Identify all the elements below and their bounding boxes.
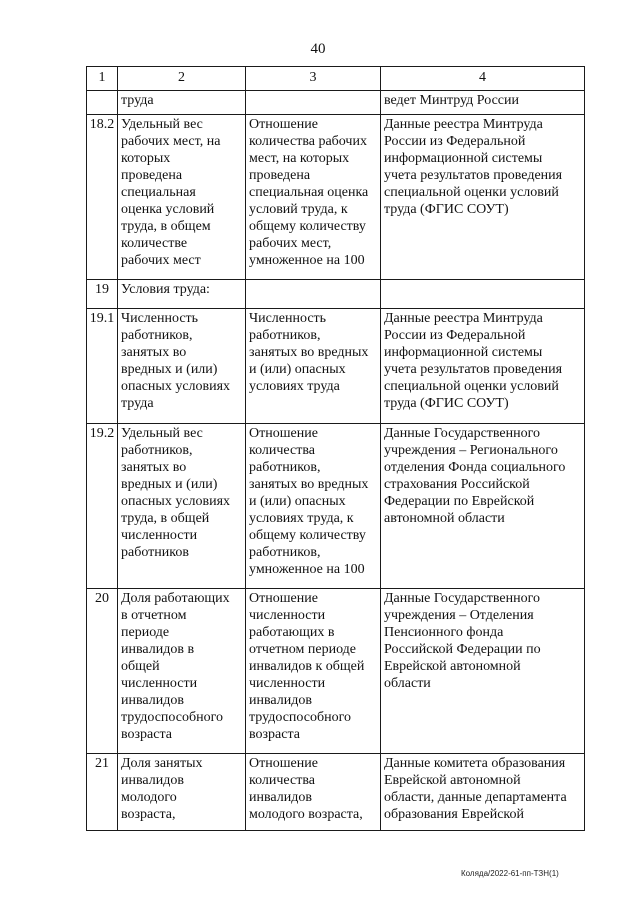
table-row [87, 589, 585, 754]
method-cell [246, 91, 381, 115]
header-col-1: 1 [87, 67, 118, 91]
header-col-4: 4 [381, 67, 585, 91]
source-cell: Данные реестра Минтруда России из Федеральной информационной системы учета результатов проведения специальной оценки условий труда (ФГИС СОУТ) [381, 115, 585, 280]
header-col-3: 3 [246, 67, 381, 91]
table-row [87, 280, 585, 309]
method-cell: Отношение численности работающих в отчетном периоде инвалидов к общей численности инвалидов трудоспособного возраста [246, 589, 381, 754]
table-row [87, 424, 585, 589]
row-number: 21 [87, 754, 118, 831]
table-row [87, 754, 585, 831]
indicators-table [86, 66, 585, 831]
source-cell [381, 280, 585, 309]
method-cell: Отношение количества работников, занятых во вредных и (или) опасных условиях труда, к общему количеству работников, умноженное на 100 [246, 424, 381, 589]
row-number: 20 [87, 589, 118, 754]
document-code: Коляда/2022-61-пп-ТЗН(1) [461, 869, 559, 878]
source-cell: ведет Минтруд России [381, 91, 585, 115]
header-col-2: 2 [118, 67, 246, 91]
row-number: 18.2 [87, 115, 118, 280]
method-cell: Отношение количества рабочих мест, на которых проведена специальная оценка условий труда, к общему количеству рабочих мест, умноженное на 100 [246, 115, 381, 280]
indicator-cell: Удельный вес работников, занятых во вредных и (или) опасных условиях труда, в общей численности работников [118, 424, 246, 589]
table-row [87, 91, 585, 115]
page-number: 40 [310, 41, 326, 57]
indicator-cell: Доля работающих в отчетном периоде инвалидов в общей численности инвалидов трудоспособного возраста [118, 589, 246, 754]
method-cell: Численность работников, занятых во вредных и (или) опасных условиях труда [246, 309, 381, 424]
row-number: 19 [87, 280, 118, 309]
table-header-row [87, 67, 585, 91]
method-cell [246, 280, 381, 309]
row-number: 19.2 [87, 424, 118, 589]
source-cell: Данные Государственного учреждения – Регионального отделения Фонда социального страхования Российской Федерации по Еврейской автономной области [381, 424, 585, 589]
indicator-cell: Доля занятых инвалидов молодого возраста, [118, 754, 246, 831]
indicator-cell: Удельный вес рабочих мест, на которых проведена специальная оценка условий труда, в общем количестве рабочих мест [118, 115, 246, 280]
source-cell: Данные Государственного учреждения – Отделения Пенсионного фонда Российской Федерации по Еврейской автономной области [381, 589, 585, 754]
source-cell: Данные реестра Минтруда России из Федеральной информационной системы учета результатов проведения специальной оценки условий труда (ФГИС СОУТ) [381, 309, 585, 424]
row-number: 19.1 [87, 309, 118, 424]
table-row [87, 309, 585, 424]
indicator-cell: труда [118, 91, 246, 115]
row-number [87, 91, 118, 115]
indicator-cell: Условия труда: [118, 280, 246, 309]
table-row [87, 115, 585, 280]
method-cell: Отношение количества инвалидов молодого возраста, [246, 754, 381, 831]
source-cell: Данные комитета образования Еврейской автономной области, данные департамента образования Еврейской [381, 754, 585, 831]
indicator-cell: Численность работников, занятых во вредных и (или) опасных условиях труда [118, 309, 246, 424]
